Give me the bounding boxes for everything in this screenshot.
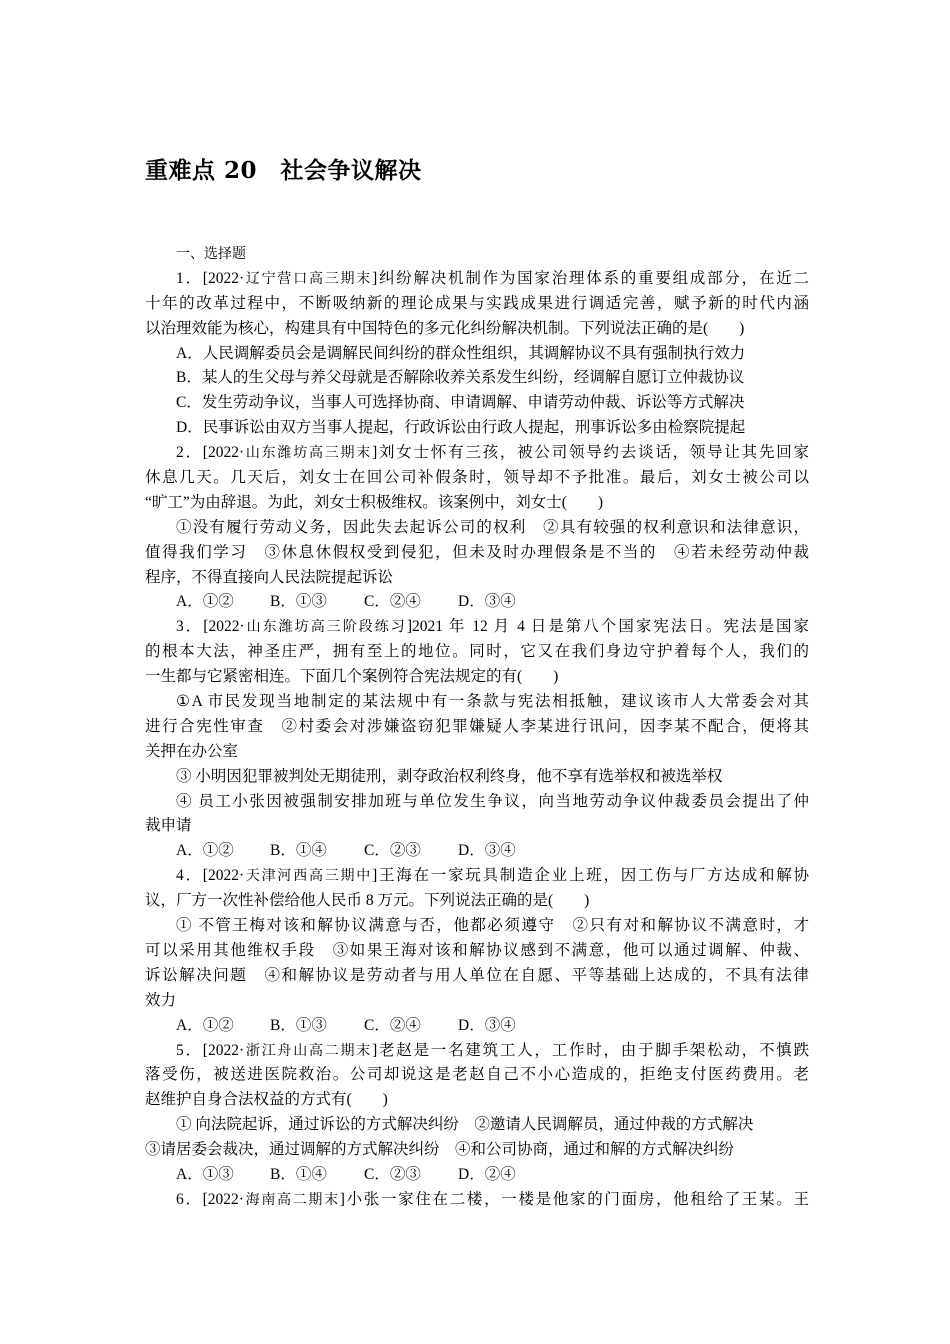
question-5-stem-line: 落受伤，被送进医院救治。公司却说这是老赵自己不小心造成的，拒绝支付医药费用。老 — [145, 1066, 809, 1084]
question-2-stem — [145, 441, 809, 466]
option-a: A．①③ — [176, 1165, 234, 1183]
option-d: D．③④ — [458, 842, 516, 860]
question-4-statement: ① 不管王梅对该和解协议满意与否，他都必须遵守 ②只有对和解协议不满意时，才 — [176, 917, 809, 935]
stem-text: ]王海在一家玩具制造企业上班，因工伤与厂方达成和解协 — [372, 867, 809, 885]
question-2-stem-line: 休息几天。几天后，刘女士在回公司补假条时，领导却不予批准。最后，刘女士被公司以 — [145, 469, 809, 487]
stem-text: ]老赵是一名建筑工人，工作时，由于脚手架松动，不慎跌 — [372, 1041, 809, 1059]
question-number: 1．[2022· — [176, 269, 245, 287]
question-source: 辽宁营口高三期末 — [244, 270, 373, 287]
question-4-options — [145, 1014, 809, 1039]
option-a: A．①② — [176, 593, 234, 611]
option-b: B．①④ — [270, 1165, 327, 1183]
question-3-options — [145, 839, 809, 864]
question-3-statement: ①A 市民发现当地制定的某法规中有一条款与宪法相抵触，建议该市人大常委会对其 — [176, 693, 809, 711]
stem-text: ]2021 年 12 月 4 日是第八个国家宪法日。宪法是国家 — [406, 618, 809, 636]
question-5-statement: ① 向法院起诉，通过诉讼的方式解决纠纷 ②邀请人民调解员，通过仲裁的方式解决 — [176, 1116, 754, 1134]
question-3-stem-line: 一生都与它紧密相连。下面几个案例符合宪法规定的有( ) — [145, 668, 559, 686]
option-c: C．②③ — [364, 842, 421, 860]
option-a: A．①② — [176, 842, 234, 860]
question-source: 天津河西高三期中 — [244, 868, 373, 885]
option-b: B．①③ — [270, 1016, 327, 1034]
question-6-stem — [145, 1188, 809, 1213]
question-3-statement: 裁申请 — [145, 817, 192, 835]
question-4-statement: 效力 — [145, 991, 177, 1009]
question-5-stem-line: 赵维护自身合法权益的方式有( ) — [145, 1091, 388, 1109]
question-2-statement: ①没有履行劳动义务，因此失去起诉公司的权利 ②具有较强的权利意识和法律意识， — [176, 518, 809, 536]
page-title: 重难点 20 社会争议解决 — [145, 157, 422, 184]
question-number: 5．[2022· — [176, 1041, 245, 1059]
question-4-stem — [145, 864, 809, 889]
question-number: 3．[2022· — [176, 618, 245, 636]
stem-text: ]小张一家住在二楼，一楼是他家的门面房，他租给了王某。王 — [339, 1190, 809, 1208]
question-2-stem-line: “旷工”为由辞退。为此，刘女士积极维权。该案例中，刘女士( ) — [145, 493, 604, 511]
question-source: 山东潍坊高三期末 — [244, 445, 373, 462]
option-d: D．③④ — [458, 1016, 516, 1034]
question-1-option-a: A．人民调解委员会是调解民间纠纷的群众性组织，其调解协议不具有强制执行效力 — [176, 344, 746, 362]
question-number: 4．[2022· — [176, 867, 245, 885]
stem-text: ]纠纷解决机制作为国家治理体系的重要组成部分，在近二 — [372, 269, 809, 287]
question-1-option-c: C．发生劳动争议，当事人可选择协商、申请调解、申请劳动仲裁、诉讼等方式解决 — [176, 394, 745, 412]
question-number: 6．[2022· — [176, 1190, 244, 1208]
option-b: B．①③ — [270, 593, 327, 611]
question-3-statement: 关押在办公室 — [145, 742, 239, 760]
question-1-stem — [145, 267, 809, 292]
question-2-statement: 程序，不得直接向人民法院提起诉讼 — [145, 568, 394, 586]
question-4-statement: 诉讼解决问题 ④和解协议是劳动者与用人单位在自愿、平等基础上达成的，不具有法律 — [145, 966, 809, 984]
question-4-stem-line: 议，厂方一次性补偿给他人民币 8 万元。下列说法正确的是( ) — [145, 892, 590, 910]
question-source: 海南高二期末 — [243, 1191, 340, 1208]
question-3-stem — [145, 615, 809, 640]
question-list — [145, 242, 809, 1213]
question-3-statement: ③ 小明因犯罪被判处无期徒刑，剥夺政治权利终身，他不享有选举权和被选举权 — [176, 767, 723, 785]
question-1-stem-line: 十年的改革过程中，不断吸纳新的理论成果与实践成果进行调适完善，赋予新的时代内涵 — [145, 294, 809, 312]
question-5-stem — [145, 1039, 809, 1064]
question-1-option-b: B．某人的生父母与养父母就是否解除收养关系发生纠纷，经调解自愿订立仲裁协议 — [176, 369, 745, 387]
question-2-statement: 值得我们学习 ③休息休假权受到侵犯，但未及时办理假条是不当的 ④若未经劳动仲裁 — [145, 543, 809, 561]
question-4-statement: 可以采用其他维权手段 ③如果王海对该和解协议感到不满意，他可以通过调解、仲裁、 — [145, 941, 809, 959]
option-a: A．①② — [176, 1016, 234, 1034]
question-2-options — [145, 590, 809, 615]
section-heading: 一、选择题 — [176, 246, 246, 262]
option-d: D．②④ — [458, 1165, 516, 1183]
question-1-option-d: D．民事诉讼由双方当事人提起，行政诉讼由行政人提起，刑事诉讼多由检察院提起 — [176, 419, 746, 437]
question-source: 浙江舟山高二期末 — [244, 1042, 373, 1059]
question-3-statement: 进行合宪性审查 ②村委会对涉嫌盗窃犯罪嫌疑人李某进行讯问，因李某不配合，便将其 — [145, 717, 809, 735]
question-3-statement: ④ 员工小张因被强制安排加班与单位发生争议，向当地劳动争议仲裁委员会提出了仲 — [176, 792, 809, 810]
question-3-stem-line: 的根本大法，神圣庄严，拥有至上的地位。同时，它又在我们身边守护着每个人，我们的 — [145, 643, 809, 661]
stem-text: ]刘女士怀有三孩，被公司领导约去谈话，领导让其先回家 — [372, 444, 809, 462]
option-b: B．①④ — [270, 842, 327, 860]
question-5-statement: ③请居委会裁决，通过调解的方式解决纠纷 ④和公司协商，通过和解的方式解决纠纷 — [145, 1141, 735, 1159]
question-1-stem-line: 以治理效能为核心，构建具有中国特色的多元化纠纷解决机制。下列说法正确的是( ) — [145, 319, 745, 337]
option-c: C．②④ — [364, 1016, 421, 1034]
option-d: D．③④ — [458, 593, 516, 611]
question-number: 2．[2022· — [176, 444, 245, 462]
option-c: C．②③ — [364, 1165, 421, 1183]
question-5-options — [145, 1163, 809, 1188]
question-source: 山东潍坊高三阶段练习 — [244, 619, 407, 636]
option-c: C．②④ — [364, 593, 421, 611]
